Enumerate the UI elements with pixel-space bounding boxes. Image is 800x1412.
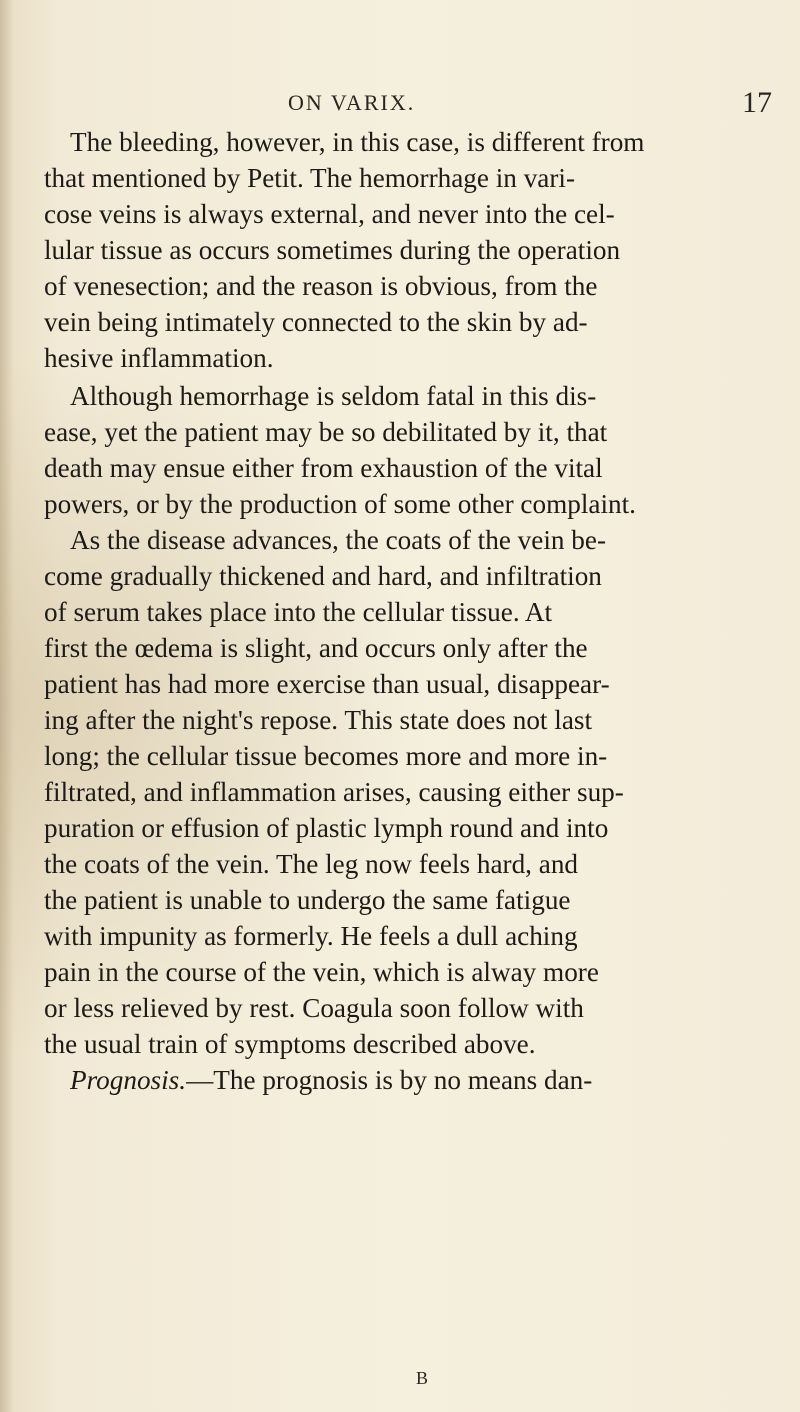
text-line: that mentioned by Petit. The hemorrhage in vari- [44,163,576,193]
text-line: or less relieved by rest. Coagula soon follow with [44,993,584,1023]
text-line: the patient is unable to undergo the same fatigue [44,885,571,915]
text-line: powers, or by the production of some other complaint. [44,489,636,519]
text-line: lular tissue as occurs sometimes during the operation [44,235,621,265]
text-line: The bleeding, however, in this case, is different from [70,127,645,157]
text-line: death may ensue either from exhaustion of the vital [44,453,603,483]
text-line: vein being intimately connected to the skin by ad- [44,307,588,337]
text-line: first the œdema is slight, and occurs only after the [44,633,588,663]
running-head-title: ON VARIX. [288,90,416,115]
text-line: of serum takes place into the cellular tissue. At [44,597,553,627]
text-line: ease, yet the patient may be so debilitated by it, that [44,417,608,447]
text-line: long; the cellular tissue becomes more and more in- [44,741,608,771]
text-line: pain in the course of the vein, which is alway more [44,957,599,987]
text-line: of venesection; and the reason is obvious, from the [44,271,598,301]
section-heading-prognosis: Prognosis. [70,1065,187,1095]
text-line: cose veins is always external, and never into the cel- [44,199,615,229]
text-line: As the disease advances, the coats of the vein be- [70,525,606,555]
text-line: come gradually thickened and hard, and infiltration [44,561,602,591]
text-line: Although hemorrhage is seldom fatal in this dis- [70,381,597,411]
text-line: puration or effusion of plastic lymph round and into [44,813,609,843]
text-line: hesive inflammation. [44,343,274,373]
text-line: with impunity as formerly. He feels a dull aching [44,921,578,951]
text-line: patient has had more exercise than usual, disappear- [44,669,610,699]
text-line-prognosis [70,1064,592,1096]
page-number: 17 [742,86,772,119]
prognosis-text: —The prognosis is by no means dan- [186,1065,593,1095]
text-line: the usual train of symptoms described above. [44,1029,536,1059]
text-line: filtrated, and inflammation arises, causing either sup- [44,777,624,807]
binding-shadow [0,0,14,1412]
text-line: the coats of the vein. The leg now feels hard, and [44,849,579,879]
running-head [0,86,800,126]
signature-mark: B [416,1368,429,1388]
text-line: ing after the night's repose. This state does not last [44,705,593,735]
